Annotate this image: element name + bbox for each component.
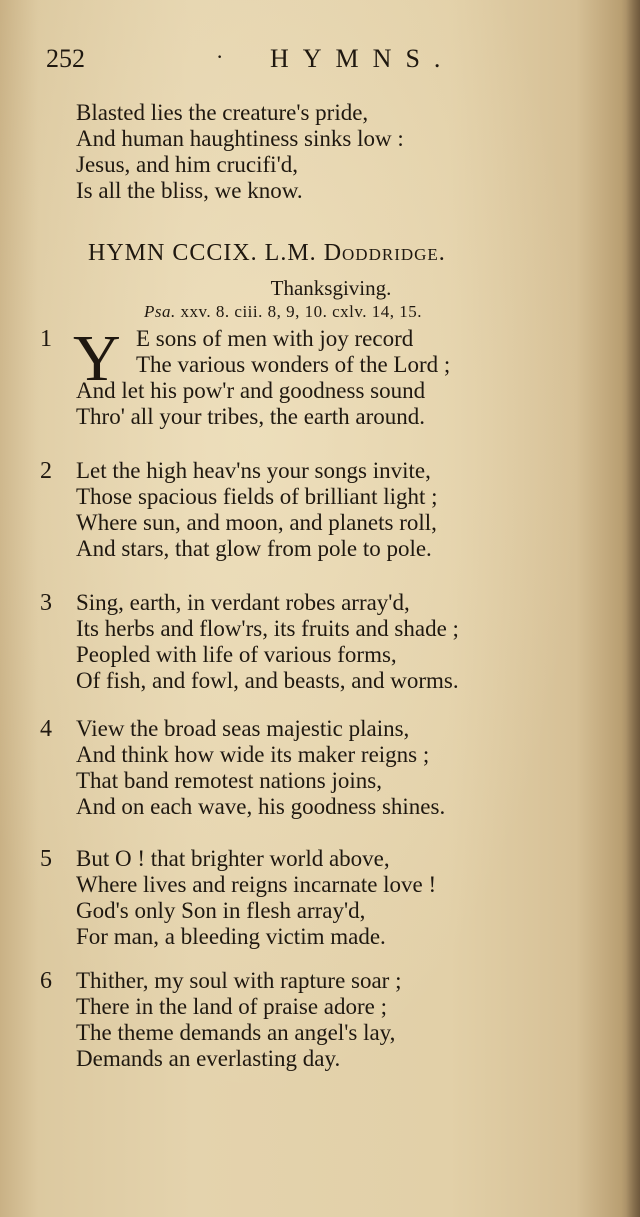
verse-line: Jesus, and him crucifi'd, [76,152,298,177]
verse-line: Thro' all your tribes, the earth around. [76,404,426,429]
verse-line: There in the land of praise adore ; [76,994,388,1019]
stanza-3 [40,590,459,694]
drop-cap: Y [73,322,121,395]
verse-line: Those spacious fields of brilliant light ; [76,484,438,509]
hymn-subject: Thanksgiving. [270,276,392,300]
verse-line: Is all the bliss, we know. [76,178,303,203]
verse-line: View the broad seas majestic plains, [76,716,410,741]
stanza-6 [40,968,402,1072]
stanza-number: 1 [40,326,52,352]
verse-line: The various wonders of the Lord ; [136,352,451,377]
continuation-stanza [76,100,404,204]
hymn-title [88,240,446,267]
verse-line: E sons of men with joy record [136,326,414,351]
scripture-refs: xxv. 8. ciii. 8, 9, 10. cxlv. 14, 15. [180,302,423,321]
stanza-number: 2 [40,458,52,484]
running-title: HYMNS. [270,44,455,73]
verse-line: And think how wide its maker reigns ; [76,742,430,767]
verse-line: But O ! that brighter world above, [76,846,390,871]
hymn-author: Doddridge. [323,240,446,266]
page-edge-shadow [626,0,640,1217]
verse-line: Demands an everlasting day. [76,1046,341,1071]
verse-line: Its herbs and flow'rs, its fruits and shade ; [76,616,459,641]
verse-line: And let his pow'r and goodness sound [76,378,426,403]
header-dot: · [216,44,224,69]
stanza-5 [40,846,437,950]
scripture-references [144,302,422,322]
stanza-1 [40,326,451,430]
hymn-number: HYMN CCCIX. L.M. [88,240,317,266]
stanza-2 [40,458,438,562]
stanza-number: 5 [40,846,52,872]
verse-line: Where sun, and moon, and planets roll, [76,510,437,535]
verse-line: Where lives and reigns incarnate love ! [76,872,437,897]
stanza-4 [40,716,446,820]
verse-line: Let the high heav'ns your songs invite, [76,458,431,483]
page-number: 252 [46,44,85,73]
verse-line: Blasted lies the creature's pride, [76,100,369,125]
stanza-number: 3 [40,590,52,616]
verse-line: And human haughtiness sinks low : [76,126,404,151]
verse-line: And stars, that glow from pole to pole. [76,536,432,561]
verse-line: Thither, my soul with rapture soar ; [76,968,402,993]
verse-line: For man, a bleeding victim made. [76,924,386,949]
verse-line: Of fish, and fowl, and beasts, and worms. [76,668,459,693]
verse-line: Sing, earth, in verdant robes array'd, [76,590,410,615]
verse-line: The theme demands an angel's lay, [76,1020,396,1045]
verse-line: And on each wave, his goodness shines. [76,794,446,819]
stanza-number: 6 [40,968,52,994]
page-header [46,44,466,80]
verse-line: God's only Son in flesh array'd, [76,898,366,923]
scripture-book: Psa. [144,302,176,321]
verse-line: Peopled with life of various forms, [76,642,397,667]
verse-line: That band remotest nations joins, [76,768,382,793]
stanza-number: 4 [40,716,52,742]
